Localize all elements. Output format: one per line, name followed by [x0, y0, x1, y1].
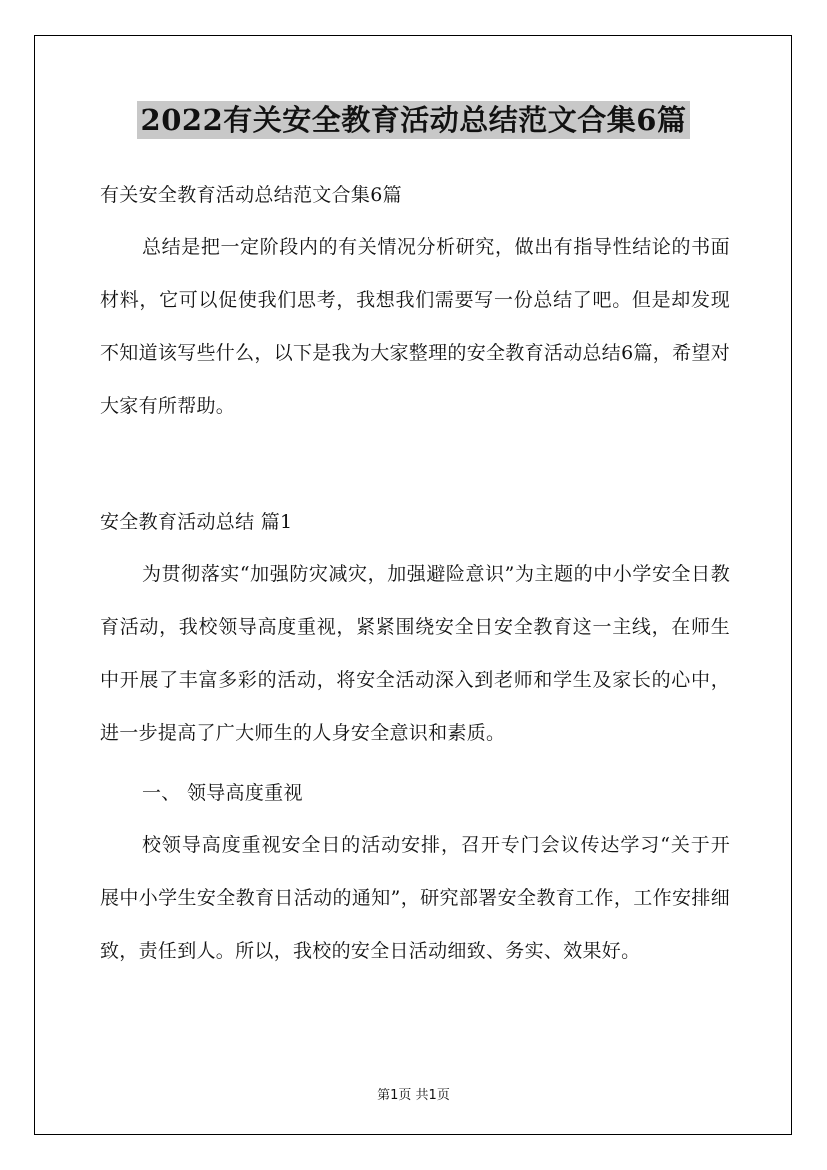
document-subtitle: 有关安全教育活动总结范文合集6篇: [100, 184, 402, 206]
page-footer: 第1页 共1页: [377, 1088, 450, 1103]
item1-heading: 一、 领导高度重视: [142, 782, 303, 804]
item1-paragraph: 校领导高度重视安全日的活动安排，召开专门会议传达学习“关于开展中小学生安全教育日活动的通知”，研究部署安全教育工作，工作安排细致，责任到人。所以，我校的安全日活动细致、务实、效果好。: [100, 834, 730, 962]
document-title-block: [0, 98, 827, 139]
section1-heading: 安全教育活动总结 篇1: [100, 511, 293, 533]
intro-paragraph: 总结是把一定阶段内的有关情况分析研究，做出有指导性结论的书面材料，它可以促使我们思考，我想我们需要写一份总结了吧。但是却发现不知道该写些什么，以下是我为大家整理的安全教育活动总结6篇，希望对大家有所帮助。: [100, 236, 730, 417]
section1-paragraph: 为贯彻落实“加强防灾减灾，加强避险意识”为主题的中小学安全日教育活动，我校领导高度重视，紧紧围绕安全日安全教育这一主线，在师生中开展了丰富多彩的活动，将安全活动深入到老师和学生及家长的心中，进一步提高了广大师生的人身安全意识和素质。: [100, 563, 730, 744]
document-title: 2022有关安全教育活动总结范文合集6篇: [137, 101, 691, 139]
